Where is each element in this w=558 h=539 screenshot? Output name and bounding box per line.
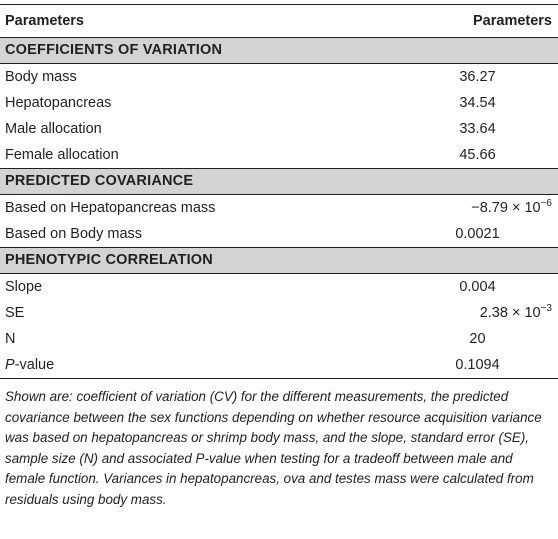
row-value: 34.54: [459, 95, 496, 111]
table-row: [0, 300, 558, 326]
row-label: Hepatopancreas: [5, 95, 112, 111]
table-row: [0, 90, 558, 116]
row-label: Body mass: [5, 69, 77, 85]
section-title: PREDICTED COVARIANCE: [0, 169, 558, 195]
table-header-row: [0, 5, 558, 38]
value-base: 2.38 × 10: [479, 305, 541, 321]
section-header-coefficients: [0, 38, 558, 64]
row-label: Male allocation: [5, 121, 102, 137]
parameters-table: [0, 4, 558, 379]
section-title: PHENOTYPIC CORRELATION: [0, 248, 558, 274]
row-value: 0.0021: [455, 226, 500, 242]
value-exponent: −3: [540, 303, 552, 314]
p-italic: P: [5, 357, 15, 373]
row-label: [0, 352, 397, 379]
table-footnote: Shown are: coefficient of variation (CV) for the different measurements, the predicted covariance between the sex functions depending on whether resource acquisition variance was based on hepatopancreas or shrimp body mass, and the slope, standard error (SE), sample size (N) and associated P-value when testing for a tradeoff between male and female function. Variances in hepatopancreas, ova and testes mass were calculated from residuals using body mass.: [5, 389, 542, 507]
row-value: [397, 195, 558, 222]
section-header-covariance: [0, 169, 558, 195]
row-label: Based on Body mass: [5, 226, 143, 242]
section-header-correlation: [0, 248, 558, 274]
row-value: 0.1094: [397, 352, 558, 379]
table-row: [0, 195, 558, 222]
table-row: [0, 352, 558, 379]
row-label: N: [5, 331, 16, 347]
row-value: 33.64: [459, 121, 496, 137]
label-rest: -value: [14, 357, 55, 373]
section-title: COEFFICIENTS OF VARIATION: [0, 38, 558, 64]
header-parameters-right: Parameters: [397, 5, 558, 38]
row-value: [397, 300, 558, 326]
row-value: 0.004: [459, 279, 496, 295]
row-value: 36.27: [459, 69, 496, 85]
row-value: 45.66: [459, 147, 496, 163]
value-base: −8.79 × 10: [471, 200, 541, 216]
row-label: Slope: [5, 279, 43, 295]
table-row: [0, 142, 558, 169]
row-value: 20: [469, 331, 486, 347]
row-label: Female allocation: [5, 147, 119, 163]
table-row: [0, 221, 558, 248]
table-row: [0, 64, 558, 91]
table-row: [0, 116, 558, 142]
table-row: [0, 274, 558, 301]
table-row: [0, 326, 558, 352]
row-label: Based on Hepatopancreas mass: [5, 200, 216, 216]
row-label: SE: [5, 305, 25, 321]
value-exponent: −6: [540, 198, 552, 209]
header-parameters-left: Parameters: [0, 5, 397, 38]
